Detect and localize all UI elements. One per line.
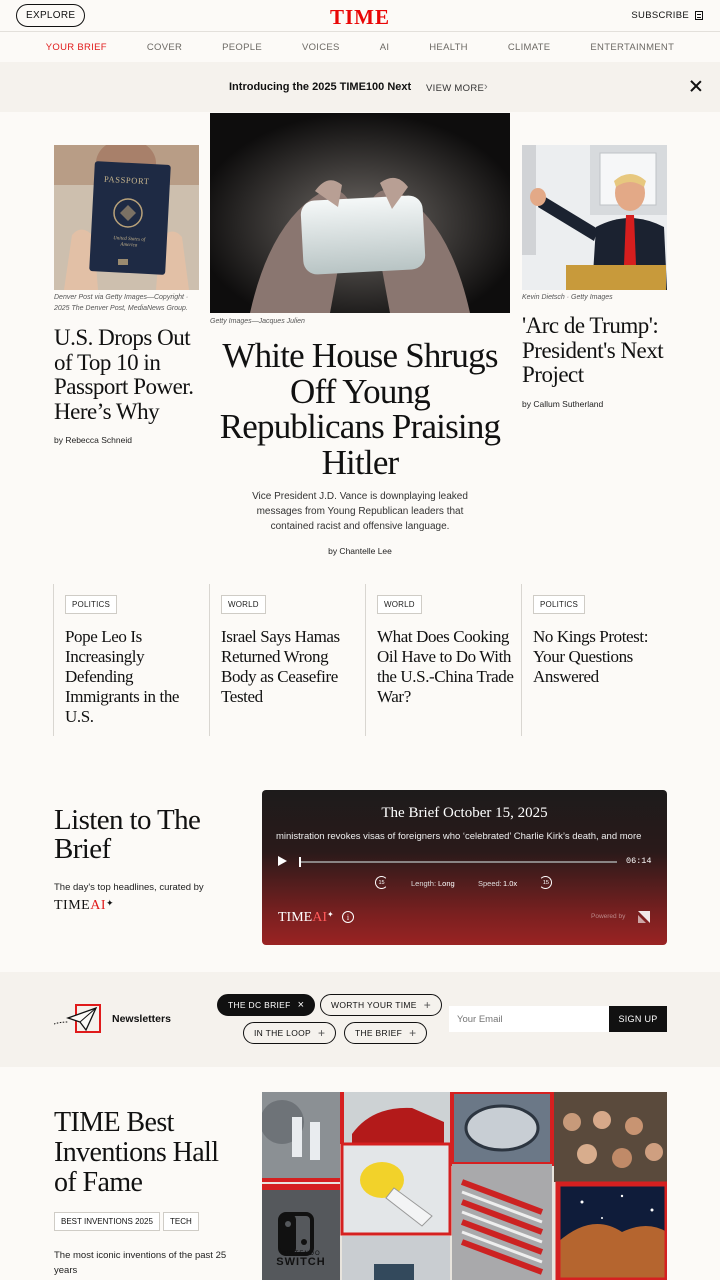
- nav-item-your-brief[interactable]: YOUR BRIEF: [45, 41, 107, 53]
- skip-back-icon[interactable]: 15: [375, 876, 388, 889]
- nav-item-voices[interactable]: VOICES: [301, 41, 340, 53]
- story-card[interactable]: [521, 584, 677, 736]
- nav-item-cover[interactable]: COVER: [146, 41, 183, 53]
- inventions-collage[interactable]: [262, 1092, 667, 1280]
- inventions-tag[interactable]: TECH: [163, 1212, 199, 1231]
- length-value[interactable]: Long: [438, 879, 455, 888]
- main-headline[interactable]: White House Shrugs Off Young Republicans Praising Hitler: [219, 336, 501, 482]
- speed-label: Speed:: [478, 879, 502, 888]
- right-photo-credit: Kevin Dietsch · Getty Images: [522, 294, 613, 301]
- skip-forward-icon[interactable]: [539, 876, 552, 889]
- player-title: The Brief October 15, 2025: [381, 805, 548, 821]
- powered-by-label: Powered by: [591, 913, 626, 920]
- skip-forward-seconds: 15: [542, 879, 549, 886]
- arrow-logo-icon: [637, 910, 651, 924]
- sign-up-button[interactable]: SIGN UP: [609, 1006, 667, 1032]
- sparkle-icon: ✦: [106, 898, 115, 908]
- switch-label-line1: NINTENDO: [281, 1251, 321, 1257]
- story-tag[interactable]: WORLD: [221, 595, 266, 614]
- time-ai-logo: [54, 898, 114, 914]
- pill-label: IN THE LOOP: [254, 1028, 311, 1038]
- player-logo-ai: AI: [312, 910, 327, 925]
- sparkle-icon: ✦: [327, 910, 334, 919]
- duration-readout: 06:14: [626, 856, 652, 866]
- center-photo-credit: Getty Images—Jacques Julien: [210, 318, 305, 325]
- passport-illustration: [54, 145, 199, 290]
- plus-icon: +: [423, 998, 432, 1012]
- listen-title: Listen to The Brief: [54, 804, 201, 865]
- progress-handle[interactable]: [299, 857, 301, 867]
- promo-banner: [0, 62, 720, 112]
- story-title[interactable]: No Kings Protest: Your Questions Answered: [533, 627, 649, 686]
- pill-label: WORTH YOUR TIME: [331, 1000, 417, 1010]
- passport-subtitle: United States of America: [113, 236, 146, 249]
- story-card[interactable]: [53, 584, 209, 736]
- story-title[interactable]: Pope Leo Is Increasingly Defending Immigrants in the U.S.: [65, 627, 180, 726]
- main-byline[interactable]: by Chantelle Lee: [328, 546, 392, 556]
- president-illustration: [522, 145, 667, 290]
- audio-player: [262, 790, 667, 945]
- newsletter-pill-the-brief[interactable]: [344, 1022, 427, 1044]
- promo-view-more[interactable]: VIEW MORE: [426, 83, 485, 94]
- email-input[interactable]: [449, 1006, 609, 1032]
- inventions-tag[interactable]: BEST INVENTIONS 2025: [54, 1212, 160, 1231]
- time-logo[interactable]: TIME: [329, 5, 390, 29]
- story-tag[interactable]: WORLD: [377, 595, 422, 614]
- top-bar: [0, 0, 720, 32]
- length-label: Length:: [411, 879, 437, 888]
- left-hero-byline[interactable]: by Rebecca Schneid: [54, 435, 132, 445]
- speed-value[interactable]: 1.0x: [503, 879, 518, 888]
- main-dek: Vice President J.D. Vance is downplaying leaked messages from Young Republican leaders that contained racist and offensive language.: [252, 491, 468, 532]
- newsletter-pill-worth-your-time[interactable]: [320, 994, 442, 1016]
- listen-subtitle: The day's top headlines, curated by: [54, 882, 204, 893]
- pill-label: THE BRIEF: [355, 1028, 403, 1038]
- story-tag[interactable]: POLITICS: [533, 595, 585, 614]
- subscribe-label: SUBSCRIBE: [631, 10, 689, 21]
- newsletter-pill-dc-brief[interactable]: [217, 994, 315, 1016]
- story-title[interactable]: What Does Cooking Oil Have to Do With the U.S.-China Trade War?: [377, 627, 514, 706]
- right-hero-byline[interactable]: by Callum Sutherland: [522, 399, 604, 409]
- left-hero-title[interactable]: U.S. Drops Out of Top 10 in Passport Power. Here’s Why: [54, 325, 194, 424]
- info-icon[interactable]: i: [342, 911, 354, 923]
- switch-label-line2: SWITCH: [276, 1256, 326, 1268]
- magazine-icon: [695, 11, 703, 20]
- pill-label: THE DC BRIEF: [228, 1000, 291, 1010]
- passport-word: PASSPORT: [103, 173, 150, 187]
- nav-item-entertainment[interactable]: ENTERTAINMENT: [590, 41, 675, 53]
- left-photo-credit: Denver Post via Getty Images—Copyright · 2025 The Denver Post, MediaNews Group.: [54, 294, 189, 312]
- player-ticker: ministration revokes visas of foreigners who ‘celebrated’ Charlie Kirk’s death, and more: [276, 831, 642, 842]
- nav-item-health[interactable]: HEALTH: [429, 41, 468, 53]
- close-icon[interactable]: ×: [297, 998, 305, 1011]
- story-card[interactable]: [209, 584, 365, 736]
- player-logo-time: TIME: [278, 910, 313, 925]
- player-time-ai-logo: [278, 910, 334, 926]
- play-icon[interactable]: [278, 856, 287, 866]
- newsletter-pill-in-the-loop[interactable]: [243, 1022, 336, 1044]
- inventions-subtitle: The most iconic inventions of the past 25 years: [54, 1250, 227, 1276]
- nav-item-ai[interactable]: AI: [379, 41, 390, 53]
- switch-label: [262, 1251, 340, 1268]
- right-hero-title[interactable]: 'Arc de Trump': President's Next Project: [522, 313, 664, 387]
- nav-item-climate[interactable]: CLIMATE: [507, 41, 551, 53]
- nav-item-people[interactable]: PEOPLE: [222, 41, 262, 53]
- time-ai-logo-ai: AI: [90, 898, 106, 913]
- progress-track[interactable]: [299, 861, 617, 863]
- newsletters-label: Newsletters: [112, 1013, 171, 1025]
- plus-icon: +: [409, 1026, 417, 1040]
- section-nav: [0, 32, 720, 62]
- close-icon[interactable]: [688, 78, 704, 94]
- subscribe-link[interactable]: [631, 10, 703, 21]
- time-ai-logo-time: TIME: [54, 898, 91, 913]
- phone-illustration: [210, 113, 510, 313]
- passport-image[interactable]: [54, 145, 199, 290]
- explore-button[interactable]: EXPLORE: [16, 4, 85, 27]
- story-card[interactable]: [365, 584, 521, 736]
- story-title[interactable]: Israel Says Hamas Returned Wrong Body as Ceasefire Tested: [221, 627, 340, 706]
- chevron-right-icon: ›: [484, 81, 488, 93]
- inventions-title[interactable]: TIME Best Inventions Hall of Fame: [54, 1107, 219, 1198]
- phone-image[interactable]: [210, 113, 510, 313]
- paper-plane-icon: [54, 1004, 102, 1034]
- promo-title[interactable]: Introducing the 2025 TIME100 Next: [229, 81, 412, 93]
- plus-icon: +: [318, 1026, 326, 1040]
- president-image[interactable]: [522, 145, 667, 290]
- story-tag[interactable]: POLITICS: [65, 595, 117, 614]
